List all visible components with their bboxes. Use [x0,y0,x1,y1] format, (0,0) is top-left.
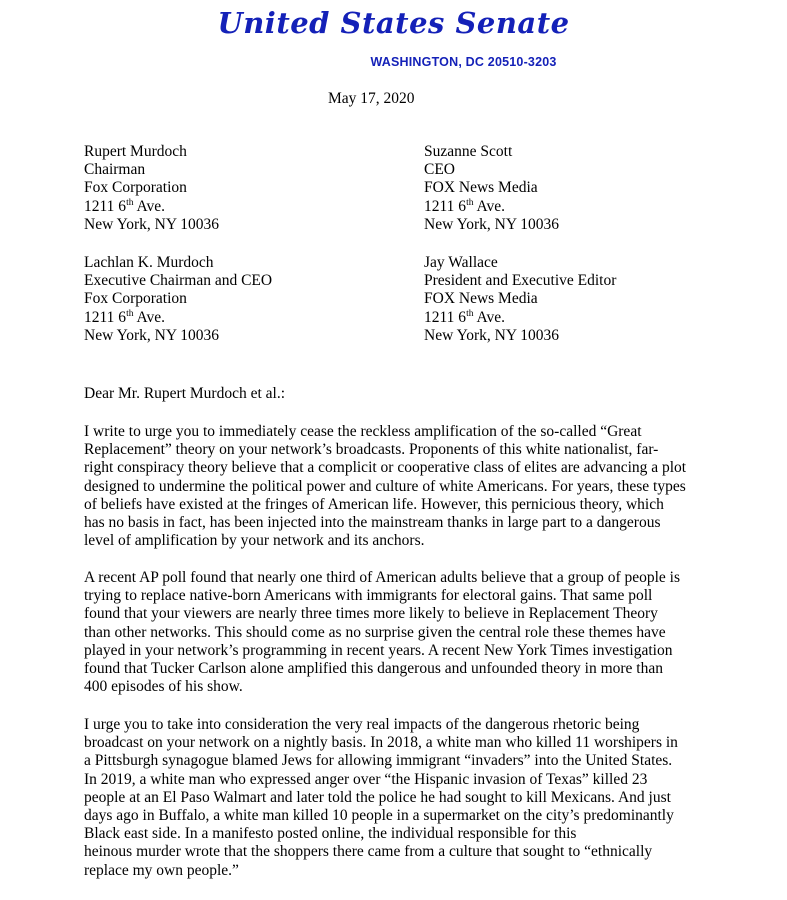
recipient-org: Fox Corporation [84,290,187,308]
paragraph-line: found that Tucker Carlson alone amplified this dangerous and unfounded theory in more than [84,660,663,678]
street-suffix: Ave. [473,308,506,326]
paragraph-line: right conspiracy theory believe that a complicit or cooperative class of elites are advancing a plot [84,459,687,477]
recipient-title: President and Executive Editor [424,272,617,290]
recipient-org: Fox Corporation [84,179,187,197]
paragraph-line: heinous murder wrote that the shoppers there came from a culture that sought to “ethnically [84,843,653,861]
recipient-street [424,309,764,327]
recipient-address-block [424,254,764,345]
paragraph-line: of beliefs have existed at the fringes of American life. However, this pernicious theory, which [84,495,664,513]
letter-date: May 17, 2020 [328,90,415,107]
recipient-address-block [424,143,764,234]
body-paragraph [84,423,784,550]
recipient-address-block [84,143,424,234]
street-ordinal: th [126,197,134,208]
paragraph-line: days ago in Buffalo, a white man killed 10 people in a supermarket on the city’s predominantly [84,807,674,825]
paragraph-line: a Pittsburgh synagogue blamed Jews for allowing immigrant “invaders” into the United States. [84,752,673,770]
paragraph-line: trying to replace native-born Americans with immigrants for electoral gains. That same poll [84,587,653,605]
recipient-name: Lachlan K. Murdoch [84,254,214,271]
paragraph-line: replace my own people.” [84,861,239,879]
paragraph-line: I write to urge you to immediately cease the reckless amplification of the so-called “Great [84,423,642,440]
street-number: 1211 6 [84,197,127,215]
paragraph-line: found that your viewers are nearly three times more likely to believe in Replacement Theory [84,605,658,623]
recipient-city: New York, NY 10036 [424,215,560,233]
paragraph-line: In 2019, a white man who expressed anger over “the Hispanic invasion of Texas” killed 23 [84,770,648,788]
recipient-city: New York, NY 10036 [424,326,560,344]
street-suffix: Ave. [133,197,166,215]
recipient-org: FOX News Media [424,290,538,308]
paragraph-line: than other networks. This should come as no surprise given the central role these themes have [84,623,666,641]
recipient-street [84,198,424,216]
paragraph-line: 400 episodes of his show. [84,678,243,696]
street-ordinal: th [466,197,474,208]
recipient-street [424,198,764,216]
recipient-address-block [84,254,424,345]
salutation: Dear Mr. Rupert Murdoch et al.: [84,385,286,402]
body-paragraph [84,569,784,696]
street-suffix: Ave. [473,197,506,215]
recipient-city: New York, NY 10036 [84,326,220,344]
body-paragraph [84,716,784,880]
recipient-name: Jay Wallace [424,254,498,271]
paragraph-line: designed to undermine the political power and culture of white Americans. For years, these types [84,477,686,495]
paragraph-line: Replacement” theory on your network’s broadcasts. Proponents of this white nationalist, far- [84,441,659,459]
recipient-org: FOX News Media [424,179,538,197]
paragraph-line: has no basis in fact, has been injected into the mainstream thanks in large part to a dangerous [84,514,661,532]
street-number: 1211 6 [84,308,127,326]
street-ordinal: th [466,308,474,319]
paragraph-line: people at an El Paso Walmart and later told the police he had sought to kill Mexicans. And just [84,788,671,806]
recipient-title: Chairman [84,161,146,179]
street-suffix: Ave. [133,308,166,326]
street-number: 1211 6 [424,197,467,215]
recipient-title: Executive Chairman and CEO [84,272,273,290]
street-number: 1211 6 [424,308,467,326]
recipient-name: Rupert Murdoch [84,143,187,160]
recipient-city: New York, NY 10036 [84,215,220,233]
paragraph-line: A recent AP poll found that nearly one third of American adults believe that a group of people is [84,569,681,586]
letterhead-location: WASHINGTON, DC 20510-3203 [370,55,557,69]
recipient-name: Suzanne Scott [424,143,513,160]
paragraph-line: level of amplification by your network and its anchors. [84,532,425,550]
recipient-title: CEO [424,161,455,179]
letterhead-title: United States Senate [217,6,570,40]
street-ordinal: th [126,308,134,319]
paragraph-line: I urge you to take into consideration the very real impacts of the dangerous rhetoric being [84,716,640,733]
recipient-street [84,309,424,327]
paragraph-line: broadcast on your network on a nightly basis. In 2018, a white man who killed 11 worshipers in [84,734,678,752]
paragraph-line: played in your network’s programming in recent years. A recent New York Times investigation [84,641,673,659]
paragraph-line: Black east side. In a manifesto posted online, the individual responsible for this [84,825,577,843]
